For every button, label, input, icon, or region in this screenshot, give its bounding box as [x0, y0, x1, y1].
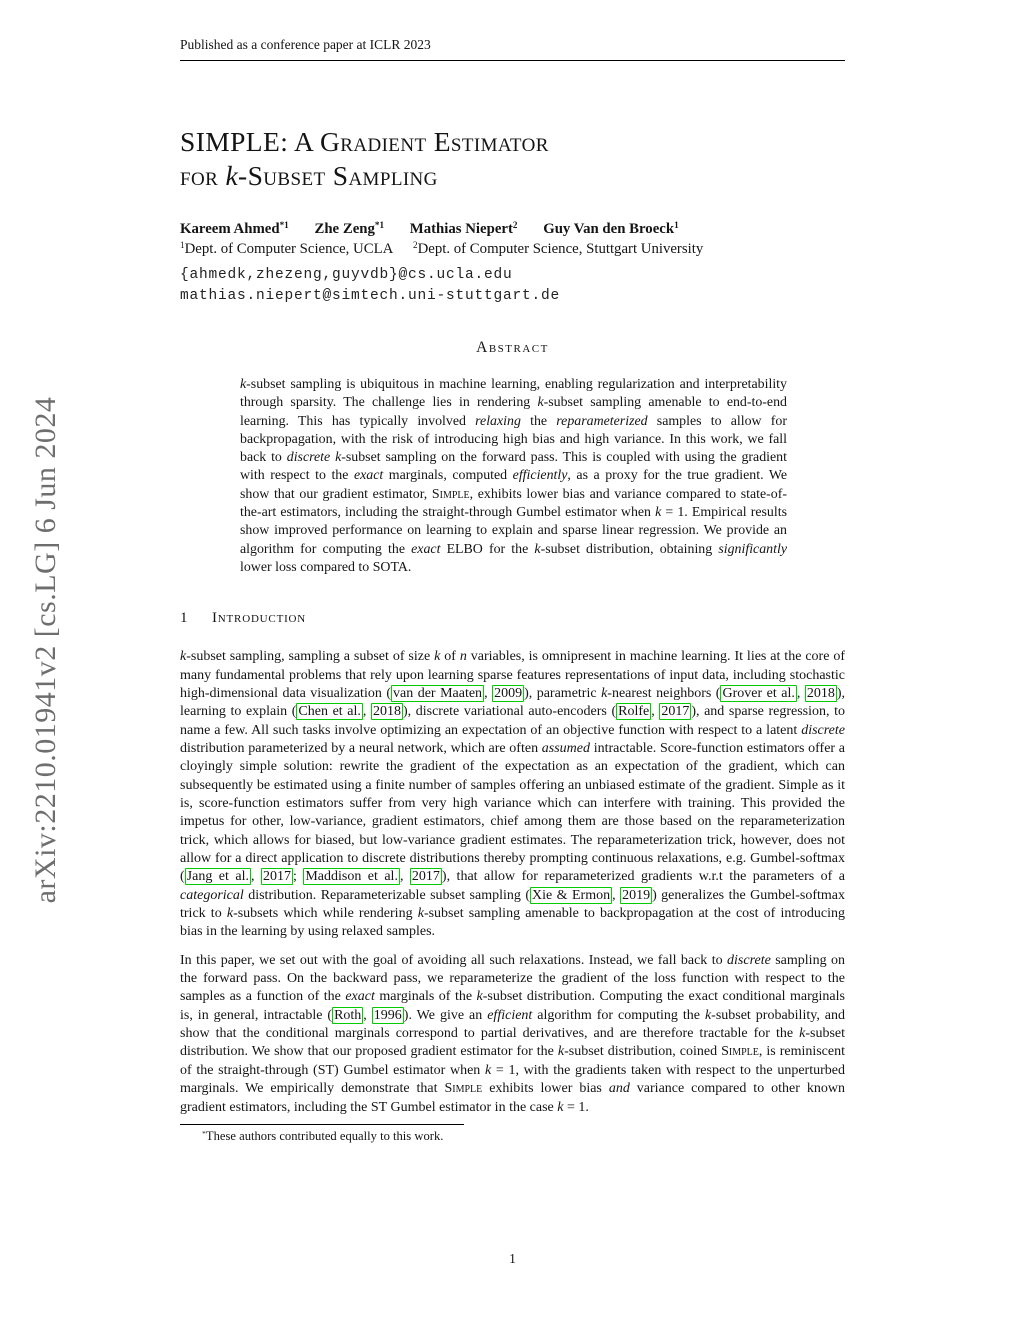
citation-link[interactable]: Chen et al.: [298, 704, 361, 720]
author-superscript: 2: [512, 220, 518, 231]
arxiv-stamp: arXiv:2210.01941v2 [cs.LG] 6 Jun 2024: [29, 396, 62, 904]
author: Guy Van den Broeck$^1$: [543, 220, 679, 237]
paper-title: [180, 125, 845, 193]
citation-link[interactable]: 2019: [622, 887, 651, 903]
affiliation: $^2$Dept. of Computer Science, Stuttgart University: [413, 240, 704, 257]
affiliation-list: [180, 241, 845, 258]
paper-title-line2: for k-Subset Sampling: [180, 160, 438, 191]
affiliation-superscript: 2: [413, 240, 418, 251]
citation-link[interactable]: Xie & Ermon: [532, 887, 611, 903]
section-heading-introduction: [180, 610, 845, 627]
email-line: mathias.niepert@simtech.uni-stuttgart.de: [180, 288, 561, 304]
citation-link[interactable]: 2018: [806, 685, 835, 701]
section-title: Introduction: [212, 610, 307, 627]
header-rule: [180, 60, 845, 61]
affiliation-superscript: 1: [180, 240, 185, 251]
citation-link[interactable]: Maddison et al.: [305, 869, 398, 885]
author-superscript: *1: [374, 220, 385, 231]
citation-link[interactable]: van der Maaten: [393, 685, 483, 701]
page-number: 1: [509, 1251, 516, 1266]
citation-link[interactable]: 2018: [372, 704, 401, 720]
citation-link[interactable]: Roth: [334, 1007, 362, 1023]
intro-paragraph-2: In this paper, we set out with the goal of avoiding all such relaxations. Instead, we fall back to discrete sampling on the forward pass. On the backward pass, we reparameterize the gradient of the loss function with respect to the samples as a function of the exact marginals of the k-subset distribution. Computing the exact conditional marginals is, in general, intractable ( Roth , 1996 ). We give an efficient algorithm for computing the k-subset probability, and show that the conditional marginals correspond to partial derivatives, and are therefore tractable for the k-subset distribution. We show that our proposed gradient estimator for the k-subset distribution, coined Simple, is reminiscent of the straight-through (ST) Gumbel estimator when k = 1, with the gradients taken with respect to the unperturbed marginals. We empirically demonstrate that Simple exhibits lower bias and variance compared to other known gradient estimators, including the ST Gumbel estimator in the case k = 1.: [180, 952, 846, 1115]
citation-link[interactable]: Grover et al.: [722, 685, 795, 701]
abstract-text: k-subset sampling is ubiquitous in machine learning, enabling regularization and interpretability through sparsity. The challenge lies in rendering k-subset sampling amenable to end-to-end learning. This has typically involved relaxing the reparameterized samples to allow for backpropagation, with the risk of introducing high bias and high variance. In this work, we fall back to discrete k-subset sampling on the forward pass. This is coupled with using the gradient with respect to the exact marginals, computed efficiently, as a proxy for the true gradient. We show that our gradient estimator, Simple, exhibits lower bias and variance compared to state-of-the-art estimators, including the straight-through Gumbel estimator when k = 1. Empirical results show improved performance on learning to explain and sparse linear regression. We provide an algorithm for computing the exact ELBO for the k-subset distribution, obtaining significantly lower loss compared to SOTA.: [240, 377, 788, 575]
intro-paragraph-1: k-subset sampling, sampling a subset of size k of n variables, is omnipresent in machine learning. It lies at the core of many fundamental problems that rely upon learning sparse features representations of input data, including stochastic high-dimensional data visualization ( van der Maaten , 2009 ), parametric k-nearest neighbors ( Grover et al. , 2018 ), learning to explain ( Chen et al. , 2018 ), discrete variational auto-encoders ( Rolfe , 2017 ), and sparse regression, to name a few. All such tasks involve optimizing an expectation of an objective function with respect to a latent discrete distribution parameterized by a neural network, which are often assumed intractable. Score-function estimators offer a cloyingly simple solution: rewrite the gradient of the expectation as an expectation of the gradient, which can subsequently be estimated using a finite number of samples offering an unbiased estimate of the gradient. Simple as it is, score-function estimators suffer from very high variance which can interfere with training. This provided the impetus for other, low-variance, gradient estimators, chief among them are those based on the reparameterization trick, which allows for biased, but low-variance gradient estimates. The reparameterization trick, however, does not allow for a direct application to discrete distributions thereby prompting continuous relaxations, e.g. Gumbel-softmax ( Jang et al. , 2017 ; Maddison et al. , 2017 ), that allow for reparameterized gradients w.r.t the parameters of a categorical distribution. Reparameterizable subset sampling ( Xie & Ermon , 2019 ) generalizes the Gumbel-softmax trick to k-subsets which while rendering k-subset sampling amenable to backpropagation at the cost of introducing bias in the learning by using relaxed samples.: [180, 649, 846, 940]
section-number: 1: [180, 610, 188, 627]
running-head: Published as a conference paper at ICLR 2023: [180, 37, 431, 52]
author-list: [180, 221, 845, 238]
footnote: [180, 1124, 845, 1144]
author-superscript: *1: [279, 220, 289, 231]
citation-link[interactable]: 2017: [661, 704, 690, 720]
email-line: {ahmedk,zhezeng,guyvdb}@cs.ucla.edu: [180, 267, 513, 283]
footnote-marker: *: [202, 1128, 206, 1138]
citation-link[interactable]: 1996: [373, 1007, 402, 1023]
paper-content: [180, 0, 845, 1144]
abstract-heading: Abstract: [476, 339, 549, 356]
author-superscript: 1: [674, 220, 679, 231]
citation-link[interactable]: 2017: [262, 869, 291, 885]
author: Mathias Niepert$^2$: [409, 220, 518, 237]
author: Zhe Zeng$^{*1}$: [314, 220, 385, 237]
paper-title-line1: SIMPLE: A Gradient Estimator: [180, 126, 549, 157]
author-emails: [180, 265, 845, 307]
footnote-text: *These authors contributed equally to this work.: [202, 1128, 444, 1143]
footnote-rule: [180, 1124, 464, 1125]
author: Kareem Ahmed$^{*1}$: [180, 220, 289, 237]
affiliation: $^1$Dept. of Computer Science, UCLA: [180, 240, 394, 257]
citation-link[interactable]: Jang et al.: [186, 869, 249, 885]
citation-link[interactable]: 2017: [411, 869, 440, 885]
citation-link[interactable]: 2009: [494, 685, 523, 701]
citation-link[interactable]: Rolfe: [618, 704, 650, 720]
